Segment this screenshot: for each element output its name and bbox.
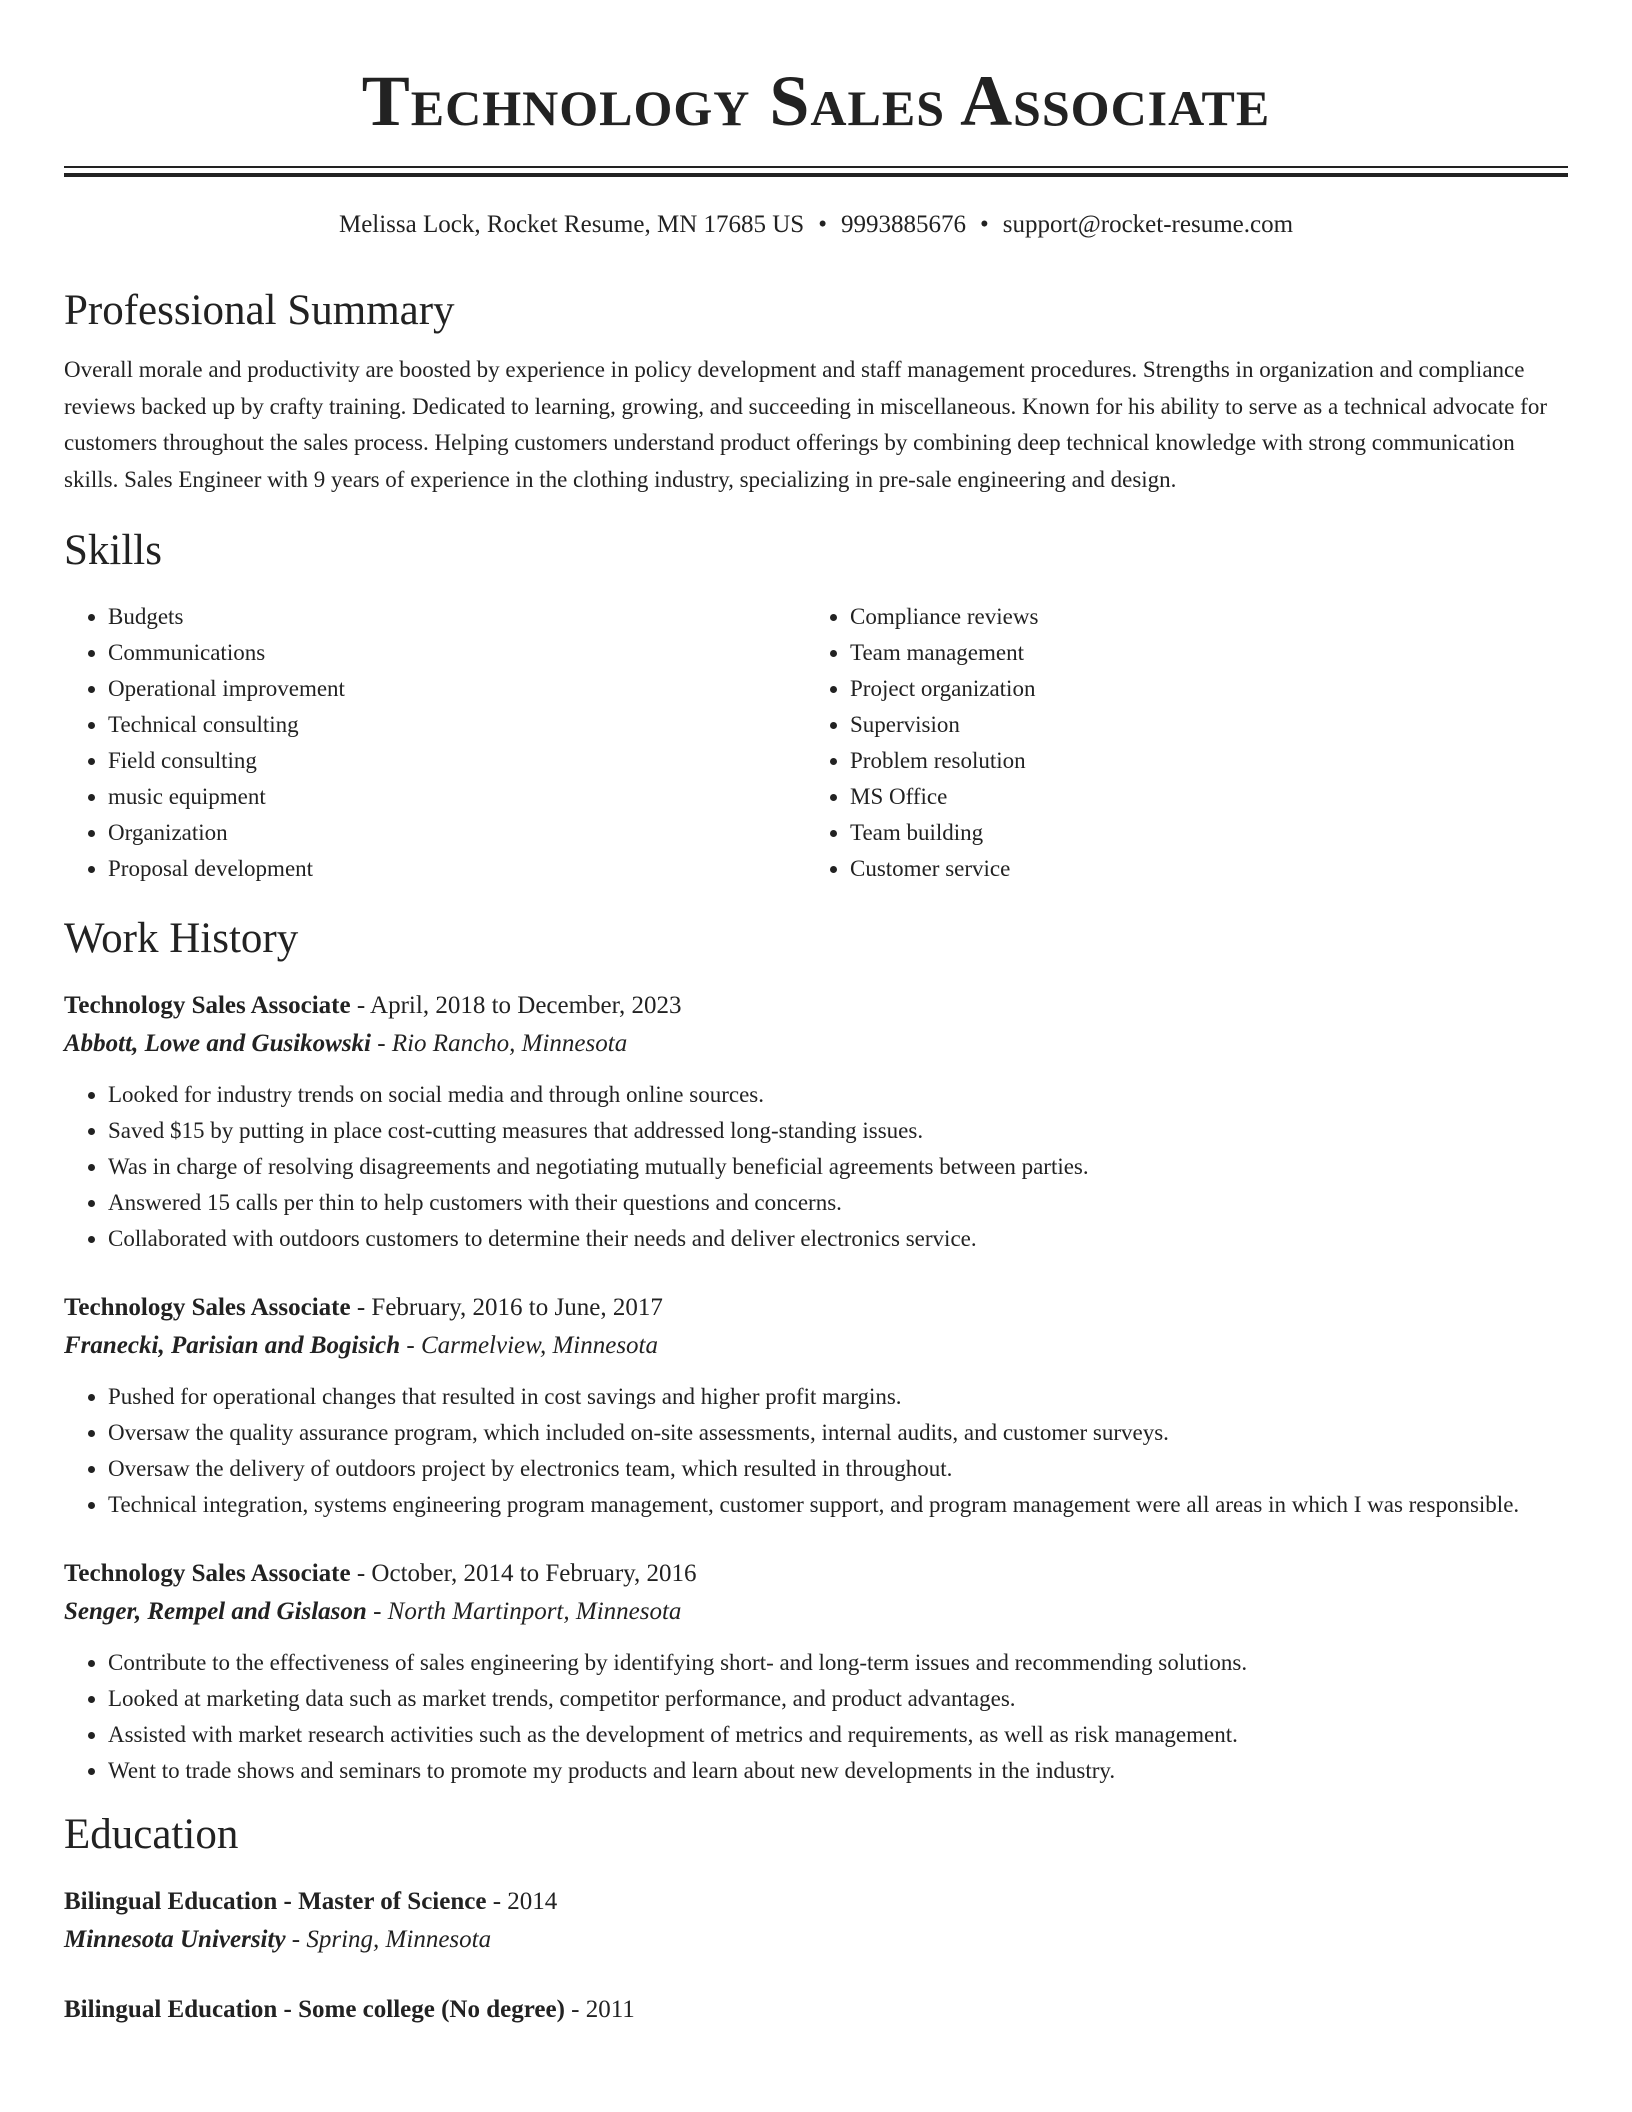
job-bullets	[64, 1379, 1568, 1523]
company-line	[64, 1593, 1568, 1631]
job-bullet: • Oversaw the delivery of outdoors project by electronics team, which resulted in throughout.	[108, 1451, 1568, 1487]
skill-item: • MS Office	[850, 779, 1548, 815]
contact-email[interactable]: support@rocket-resume.com	[1002, 211, 1294, 238]
company-name: Abbott, Lowe and Gusikowski	[64, 1030, 371, 1057]
company-name: Senger, Rempel and Gislason	[64, 1598, 367, 1625]
title-rule-thin	[64, 166, 1568, 168]
summary-heading: Professional Summary	[64, 287, 455, 334]
skill-item: • Operational improvement	[108, 671, 806, 707]
work-history-heading: Work History	[64, 915, 299, 962]
company-line	[64, 1025, 1568, 1063]
job-bullet: • Contribute to the effectiveness of sales engineering by identifying short- and long-term issues and recommending solutions.	[108, 1645, 1568, 1681]
contact-address: Melissa Lock, Rocket Resume, MN 17685 US	[338, 211, 805, 238]
education-entry	[64, 1883, 1568, 1959]
degree-line	[64, 1991, 1568, 2029]
job-bullet: • Oversaw the quality assurance program, which included on-site assessments, internal audits, and customer surveys.	[108, 1415, 1568, 1451]
job-bullet: • Assisted with market research activities such as the development of metrics and requirements, as well as risk management.	[108, 1717, 1568, 1753]
contact-separator: •	[979, 211, 989, 238]
resume-title: Technology Sales Associate	[361, 61, 1271, 141]
degree: Bilingual Education - Some college (No degree)	[64, 1996, 565, 2023]
job-bullets	[64, 1077, 1568, 1257]
school-line	[64, 1921, 1568, 1959]
skill-item: • Field consulting	[108, 743, 806, 779]
company-location: - North Martinport, Minnesota	[373, 1598, 682, 1625]
job-bullet: • Technical integration, systems engineering program management, customer support, and program management were all areas in which I was responsible.	[108, 1487, 1568, 1523]
job-title: Technology Sales Associate	[64, 1294, 351, 1321]
job-entry	[64, 1289, 1568, 1523]
skill-item: • Team management	[850, 635, 1548, 671]
job-dates: - February, 2016 to June, 2017	[356, 1294, 663, 1321]
skill-item: • Organization	[108, 815, 806, 851]
job-title-line	[64, 1555, 1568, 1593]
degree-year: - 2011	[571, 1996, 635, 2023]
job-dates: - April, 2018 to December, 2023	[356, 992, 682, 1019]
job-bullet: • Collaborated with outdoors customers to determine their needs and deliver electronics service.	[108, 1221, 1568, 1257]
job-bullet: • Looked for industry trends on social media and through online sources.	[108, 1077, 1568, 1113]
education-entry	[64, 1991, 1568, 2029]
degree-year: - 2014	[492, 1888, 558, 1915]
job-entry	[64, 987, 1568, 1257]
company-location: - Rio Rancho, Minnesota	[377, 1030, 628, 1057]
job-dates: - October, 2014 to February, 2016	[356, 1560, 697, 1587]
company-name: Franecki, Parisian and Bogisich	[64, 1332, 401, 1359]
skill-item: • music equipment	[108, 779, 806, 815]
job-entry	[64, 1555, 1568, 1789]
skill-item: • Proposal development	[108, 851, 806, 887]
education-heading: Education	[64, 1811, 239, 1858]
job-bullet: • Looked at marketing data such as market trends, competitor performance, and product advantages.	[108, 1681, 1568, 1717]
skill-item: • Technical consulting	[108, 707, 806, 743]
title-rule-thick	[64, 173, 1568, 177]
job-bullet: • Was in charge of resolving disagreements and negotiating mutually beneficial agreements between parties.	[108, 1149, 1568, 1185]
job-title-line	[64, 1289, 1568, 1327]
job-bullet: • Answered 15 calls per thin to help customers with their questions and concerns.	[108, 1185, 1568, 1221]
skill-item: • Supervision	[850, 707, 1548, 743]
job-bullet: • Saved $15 by putting in place cost-cutting measures that addressed long-standing issues.	[108, 1113, 1568, 1149]
contact-phone: 9993885676	[840, 211, 966, 238]
skill-item: • Budgets	[108, 599, 806, 635]
company-line	[64, 1327, 1568, 1365]
contact-line	[64, 209, 1568, 241]
skill-item: • Team building	[850, 815, 1548, 851]
company-location: - Carmelview, Minnesota	[406, 1332, 658, 1359]
skills-list	[64, 599, 1568, 887]
job-title: Technology Sales Associate	[64, 992, 351, 1019]
resume-page	[64, 0, 1568, 2029]
job-bullet: • Pushed for operational changes that resulted in cost savings and higher profit margins.	[108, 1379, 1568, 1415]
summary-text: Overall morale and productivity are boosted by experience in policy development and staff management procedures. Strengths in organization and compliance reviews backed up by crafty training. Dedicated to learning, growing, and succeeding in miscellaneous. Known for his ability to serve as a technical advocate for customers throughout the sales process. Helping customers understand product offerings by combining deep technical knowledge with strong communication skills. Sales Engineer with 9 years of experience in the clothing industry, specializing in pre-sale engineering and design.	[64, 357, 1547, 492]
job-title-line	[64, 987, 1568, 1025]
skill-item: • Project organization	[850, 671, 1548, 707]
skill-item: • Compliance reviews	[850, 599, 1548, 635]
contact-separator: •	[818, 211, 827, 238]
school-name: Minnesota University	[64, 1926, 286, 1953]
skill-item: • Communications	[108, 635, 806, 671]
school-location: - Spring, Minnesota	[291, 1926, 492, 1953]
degree-line	[64, 1883, 1568, 1921]
job-bullets	[64, 1645, 1568, 1789]
degree: Bilingual Education - Master of Science	[64, 1888, 487, 1915]
skills-column-left	[64, 599, 806, 887]
skills-heading: Skills	[64, 527, 162, 574]
job-title: Technology Sales Associate	[64, 1560, 351, 1587]
skill-item: • Customer service	[850, 851, 1548, 887]
skill-item: • Problem resolution	[850, 743, 1548, 779]
job-bullet: • Went to trade shows and seminars to promote my products and learn about new developments in the industry.	[108, 1753, 1568, 1789]
skills-column-right	[806, 599, 1548, 887]
